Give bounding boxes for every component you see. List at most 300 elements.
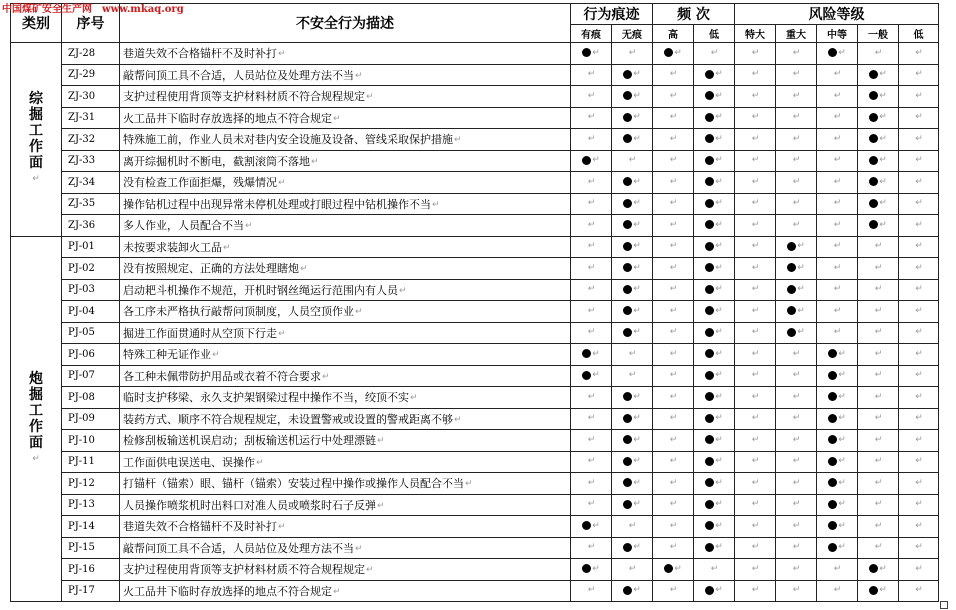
paragraph-mark: ↵ [751, 348, 760, 359]
paragraph-mark: ↵ [792, 413, 801, 424]
mark-cell-3 [694, 344, 735, 366]
row-description-text: 多人作业，人员配合不当 [123, 219, 244, 233]
mark-cell-3 [694, 107, 735, 129]
row-code: PJ-14 [62, 516, 120, 538]
mark-cell-5 [776, 107, 817, 129]
table-row [11, 129, 939, 151]
mark-cell-8 [899, 301, 939, 323]
row-code: PJ-04 [62, 301, 120, 323]
paragraph-mark: ↵ [715, 219, 723, 230]
paragraph-mark: ↵ [669, 284, 678, 295]
category-cell [11, 43, 62, 237]
paragraph-mark: ↵ [669, 176, 678, 187]
row-description [120, 494, 571, 516]
mark-cell-7 [858, 86, 899, 108]
mark-cell-3 [694, 215, 735, 237]
row-description-text: 各工序未严格执行敲帮问顶制度，人员空顶作业 [123, 305, 354, 319]
row-description-text: 特殊工种无证作业 [123, 348, 211, 362]
paragraph-mark: ↵ [669, 499, 678, 510]
paragraph-mark: ↵ [915, 112, 923, 123]
paragraph-mark: ↵ [715, 176, 723, 187]
paragraph-mark: ↵ [915, 413, 923, 424]
paragraph-mark: ↵ [592, 155, 600, 166]
paragraph-mark: ↵ [710, 47, 719, 58]
table-row [11, 258, 939, 280]
paragraph-mark: ↵ [874, 499, 883, 510]
paragraph-mark: ↵ [633, 133, 641, 144]
paragraph-mark: ↵ [915, 219, 923, 230]
paragraph-mark: ↵ [715, 112, 723, 123]
filled-dot-icon [828, 500, 837, 509]
paragraph-mark: ↵ [212, 350, 220, 361]
mark-cell-3 [694, 559, 735, 581]
paragraph-mark: ↵ [715, 585, 723, 596]
mark-cell-6 [817, 580, 858, 602]
paragraph-mark: ↵ [792, 370, 801, 381]
mark-cell-2 [653, 172, 694, 194]
filled-dot-icon [582, 371, 591, 380]
mark-cell-2 [653, 494, 694, 516]
paragraph-mark: ↵ [592, 563, 600, 574]
paragraph-mark: ↵ [715, 198, 723, 209]
paragraph-mark: ↵ [715, 520, 723, 531]
paragraph-mark: ↵ [838, 391, 846, 402]
filled-dot-icon [705, 349, 714, 358]
paragraph-mark: ↵ [633, 305, 641, 316]
filled-dot-icon [705, 220, 714, 229]
mark-cell-5 [776, 580, 817, 602]
filled-dot-icon [828, 435, 837, 444]
paragraph-mark: ↵ [592, 370, 600, 381]
mark-cell-5 [776, 559, 817, 581]
mark-cell-0 [571, 451, 612, 473]
filled-dot-icon [705, 500, 714, 509]
paragraph-mark: ↵ [915, 499, 923, 510]
mark-cell-7 [858, 279, 899, 301]
mark-cell-4 [735, 322, 776, 344]
filled-dot-icon [582, 564, 591, 573]
mark-cell-7 [858, 365, 899, 387]
paragraph-mark: ↵ [669, 542, 678, 553]
paragraph-mark: ↵ [874, 391, 883, 402]
paragraph-mark: ↵ [669, 327, 678, 338]
row-description [120, 215, 571, 237]
row-code: ZJ-33 [62, 150, 120, 172]
table-row [11, 473, 939, 495]
mark-cell-8 [899, 86, 939, 108]
paragraph-mark: ↵ [792, 391, 801, 402]
paragraph-mark: ↵ [833, 585, 842, 596]
paragraph-mark: ↵ [587, 477, 596, 488]
row-description [120, 322, 571, 344]
row-description [120, 408, 571, 430]
mark-cell-5 [776, 215, 817, 237]
paragraph-mark: ↵ [751, 370, 760, 381]
filled-dot-icon [705, 543, 714, 552]
mark-cell-2 [653, 365, 694, 387]
header-frequency: 频 次 [653, 4, 735, 25]
row-description-text: 临时支护移梁、永久支护架钢梁过程中操作不当，绞顶不实 [123, 391, 409, 405]
mark-cell-0 [571, 473, 612, 495]
table-row [11, 150, 939, 172]
row-description [120, 193, 571, 215]
paragraph-mark: ↵ [669, 133, 678, 144]
mark-cell-4 [735, 494, 776, 516]
mark-cell-8 [899, 236, 939, 258]
paragraph-mark: ↵ [223, 242, 231, 253]
mark-cell-7 [858, 215, 899, 237]
paragraph-mark: ↵ [879, 155, 887, 166]
mark-cell-1 [612, 279, 653, 301]
mark-cell-4 [735, 365, 776, 387]
paragraph-mark: ↵ [333, 113, 341, 124]
paragraph-mark: ↵ [751, 413, 760, 424]
mark-cell-2 [653, 215, 694, 237]
row-code: PJ-12 [62, 473, 120, 495]
category-label: 综 掘 工 作 面 [29, 91, 43, 172]
mark-cell-2 [653, 322, 694, 344]
filled-dot-icon [705, 134, 714, 143]
paragraph-mark: ↵ [838, 520, 846, 531]
paragraph-mark: ↵ [245, 221, 253, 232]
filled-dot-icon [787, 285, 796, 294]
paragraph-mark: ↵ [797, 284, 805, 295]
mark-cell-5 [776, 516, 817, 538]
mark-cell-0 [571, 64, 612, 86]
row-description [120, 129, 571, 151]
subheader-7: 一般 [858, 25, 899, 43]
row-code: PJ-11 [62, 451, 120, 473]
row-code: PJ-16 [62, 559, 120, 581]
mark-cell-1 [612, 516, 653, 538]
paragraph-mark: ↵ [669, 585, 678, 596]
paragraph-mark: ↵ [587, 413, 596, 424]
paragraph-mark: ↵ [32, 453, 40, 464]
paragraph-mark: ↵ [669, 434, 678, 445]
filled-dot-icon [828, 478, 837, 487]
mark-cell-7 [858, 473, 899, 495]
resize-handle[interactable] [940, 601, 948, 609]
watermark-url: www.mkaq.org [102, 4, 184, 15]
paragraph-mark: ↵ [874, 477, 883, 488]
watermark-name: 中国煤矿安全生产网 [2, 4, 92, 15]
paragraph-mark: ↵ [587, 176, 596, 187]
paragraph-mark: ↵ [797, 305, 805, 316]
paragraph-mark: ↵ [838, 348, 846, 359]
mark-cell-7 [858, 430, 899, 452]
paragraph-mark: ↵ [874, 542, 883, 553]
mark-cell-8 [899, 322, 939, 344]
mark-cell-1 [612, 258, 653, 280]
filled-dot-icon [705, 199, 714, 208]
paragraph-mark: ↵ [879, 176, 887, 187]
filled-dot-icon [705, 285, 714, 294]
mark-cell-7 [858, 193, 899, 215]
paragraph-mark: ↵ [669, 370, 678, 381]
subheader-6: 中等 [817, 25, 858, 43]
mark-cell-6 [817, 172, 858, 194]
paragraph-mark: ↵ [633, 542, 641, 553]
mark-cell-0 [571, 172, 612, 194]
mark-cell-6 [817, 408, 858, 430]
mark-cell-8 [899, 279, 939, 301]
subheader-2: 高 [653, 25, 694, 43]
mark-cell-3 [694, 172, 735, 194]
paragraph-mark: ↵ [669, 241, 678, 252]
mark-cell-4 [735, 516, 776, 538]
mark-cell-1 [612, 559, 653, 581]
paragraph-mark: ↵ [465, 479, 473, 490]
paragraph-mark: ↵ [587, 112, 596, 123]
filled-dot-icon [705, 306, 714, 315]
paragraph-mark: ↵ [833, 133, 842, 144]
paragraph-mark: ↵ [915, 477, 923, 488]
paragraph-mark: ↵ [587, 542, 596, 553]
paragraph-mark: ↵ [751, 69, 760, 80]
mark-cell-6 [817, 64, 858, 86]
paragraph-mark: ↵ [592, 520, 600, 531]
mark-cell-2 [653, 43, 694, 65]
mark-cell-8 [899, 258, 939, 280]
mark-cell-7 [858, 43, 899, 65]
mark-cell-0 [571, 559, 612, 581]
paragraph-mark: ↵ [633, 456, 641, 467]
paragraph-mark: ↵ [915, 585, 923, 596]
table-row [11, 516, 939, 538]
paragraph-mark: ↵ [751, 284, 760, 295]
paragraph-mark: ↵ [874, 47, 883, 58]
mark-cell-1 [612, 64, 653, 86]
paragraph-mark: ↵ [874, 348, 883, 359]
mark-cell-8 [899, 172, 939, 194]
mark-cell-8 [899, 451, 939, 473]
row-description [120, 516, 571, 538]
paragraph-mark: ↵ [792, 477, 801, 488]
paragraph-mark: ↵ [715, 391, 723, 402]
paragraph-mark: ↵ [669, 348, 678, 359]
filled-dot-icon [623, 435, 632, 444]
table-row [11, 215, 939, 237]
paragraph-mark: ↵ [311, 156, 319, 167]
table-row [11, 236, 939, 258]
paragraph-mark: ↵ [838, 47, 846, 58]
paragraph-mark: ↵ [879, 112, 887, 123]
paragraph-mark: ↵ [838, 477, 846, 488]
row-code: PJ-13 [62, 494, 120, 516]
mark-cell-1 [612, 344, 653, 366]
paragraph-mark: ↵ [715, 262, 723, 273]
row-description-text: 未按要求装卸火工品 [123, 240, 222, 254]
mark-cell-1 [612, 150, 653, 172]
mark-cell-3 [694, 473, 735, 495]
table-row [11, 537, 939, 559]
mark-cell-4 [735, 559, 776, 581]
filled-dot-icon [828, 392, 837, 401]
mark-cell-6 [817, 516, 858, 538]
mark-cell-7 [858, 408, 899, 430]
paragraph-mark: ↵ [355, 70, 363, 81]
table-row [11, 107, 939, 129]
mark-cell-3 [694, 494, 735, 516]
subheader-5: 重大 [776, 25, 817, 43]
mark-cell-0 [571, 344, 612, 366]
mark-cell-7 [858, 580, 899, 602]
filled-dot-icon [705, 113, 714, 122]
mark-cell-7 [858, 494, 899, 516]
paragraph-mark: ↵ [633, 327, 641, 338]
paragraph-mark: ↵ [633, 219, 641, 230]
paragraph-mark: ↵ [715, 284, 723, 295]
filled-dot-icon [582, 48, 591, 57]
mark-cell-3 [694, 322, 735, 344]
mark-cell-3 [694, 516, 735, 538]
mark-cell-0 [571, 387, 612, 409]
paragraph-mark: ↵ [792, 219, 801, 230]
paragraph-mark: ↵ [669, 90, 678, 101]
paragraph-mark: ↵ [833, 176, 842, 187]
mark-cell-2 [653, 236, 694, 258]
filled-dot-icon [623, 242, 632, 251]
paragraph-mark: ↵ [792, 348, 801, 359]
mark-cell-3 [694, 43, 735, 65]
table-row [11, 301, 939, 323]
paragraph-mark: ↵ [915, 47, 923, 58]
paragraph-mark: ↵ [751, 542, 760, 553]
paragraph-mark: ↵ [669, 262, 678, 273]
row-description [120, 365, 571, 387]
row-description-text: 特殊施工前，作业人员未对巷内安全设施及设备、管线采取保护措施 [123, 133, 453, 147]
paragraph-mark: ↵ [377, 500, 385, 511]
paragraph-mark: ↵ [792, 90, 801, 101]
row-code: ZJ-32 [62, 129, 120, 151]
paragraph-mark: ↵ [792, 542, 801, 553]
paragraph-mark: ↵ [838, 456, 846, 467]
paragraph-mark: ↵ [915, 176, 923, 187]
mark-cell-6 [817, 473, 858, 495]
row-description [120, 580, 571, 602]
row-description [120, 258, 571, 280]
paragraph-mark: ↵ [751, 477, 760, 488]
mark-cell-7 [858, 301, 899, 323]
mark-cell-0 [571, 86, 612, 108]
paragraph-mark: ↵ [587, 69, 596, 80]
filled-dot-icon [623, 543, 632, 552]
mark-cell-3 [694, 150, 735, 172]
row-description-text: 火工品井下临时存放选择的地点不符合规定 [123, 111, 332, 125]
filled-dot-icon [869, 199, 878, 208]
table-row [11, 193, 939, 215]
mark-cell-3 [694, 279, 735, 301]
filled-dot-icon [869, 177, 878, 186]
paragraph-mark: ↵ [669, 112, 678, 123]
paragraph-mark: ↵ [628, 155, 637, 166]
mark-cell-4 [735, 473, 776, 495]
paragraph-mark: ↵ [833, 69, 842, 80]
mark-cell-2 [653, 279, 694, 301]
row-description-text: 支护过程使用背顶等支护材料材质不符合规程规定 [123, 563, 365, 577]
mark-cell-6 [817, 559, 858, 581]
paragraph-mark: ↵ [432, 199, 440, 210]
paragraph-mark: ↵ [355, 543, 363, 554]
row-code: ZJ-31 [62, 107, 120, 129]
mark-cell-2 [653, 301, 694, 323]
paragraph-mark: ↵ [915, 90, 923, 101]
paragraph-mark: ↵ [715, 305, 723, 316]
mark-cell-0 [571, 430, 612, 452]
mark-cell-0 [571, 516, 612, 538]
paragraph-mark: ↵ [355, 307, 363, 318]
paragraph-mark: ↵ [587, 198, 596, 209]
mark-cell-0 [571, 193, 612, 215]
paragraph-mark: ↵ [256, 457, 264, 468]
mark-cell-3 [694, 365, 735, 387]
row-description [120, 279, 571, 301]
header-trace: 行为痕迹 [571, 4, 653, 25]
mark-cell-3 [694, 408, 735, 430]
filled-dot-icon [582, 349, 591, 358]
filled-dot-icon [869, 586, 878, 595]
row-description [120, 64, 571, 86]
paragraph-mark: ↵ [669, 69, 678, 80]
mark-cell-6 [817, 494, 858, 516]
mark-cell-5 [776, 365, 817, 387]
paragraph-mark: ↵ [333, 586, 341, 597]
row-description-text: 打锚杆（锚索）眼、锚杆（锚索）安装过程中操作或操作人员配合不当 [123, 477, 464, 491]
filled-dot-icon [828, 48, 837, 57]
filled-dot-icon [705, 177, 714, 186]
mark-cell-5 [776, 129, 817, 151]
filled-dot-icon [623, 199, 632, 208]
table-row [11, 559, 939, 581]
mark-cell-4 [735, 279, 776, 301]
filled-dot-icon [869, 113, 878, 122]
row-description-text: 启动耙斗机操作不规范，开机时钢丝绳运行范围内有人员 [123, 283, 398, 297]
mark-cell-5 [776, 64, 817, 86]
paragraph-mark: ↵ [874, 370, 883, 381]
row-code: PJ-15 [62, 537, 120, 559]
mark-cell-4 [735, 236, 776, 258]
paragraph-mark: ↵ [628, 348, 637, 359]
mark-cell-7 [858, 451, 899, 473]
paragraph-mark: ↵ [669, 477, 678, 488]
filled-dot-icon [787, 306, 796, 315]
row-description-text: 火工品井下临时存放选择的地点不符合规定 [123, 584, 332, 598]
filled-dot-icon [623, 457, 632, 466]
paragraph-mark: ↵ [587, 262, 596, 273]
paragraph-mark: ↵ [833, 219, 842, 230]
mark-cell-7 [858, 64, 899, 86]
paragraph-mark: ↵ [587, 327, 596, 338]
paragraph-mark: ↵ [915, 520, 923, 531]
paragraph-mark: ↵ [669, 198, 678, 209]
filled-dot-icon [705, 521, 714, 530]
mark-cell-0 [571, 129, 612, 151]
mark-cell-1 [612, 537, 653, 559]
paragraph-mark: ↵ [278, 178, 286, 189]
mark-cell-5 [776, 43, 817, 65]
paragraph-mark: ↵ [879, 198, 887, 209]
paragraph-mark: ↵ [669, 413, 678, 424]
paragraph-mark: ↵ [874, 284, 883, 295]
mark-cell-1 [612, 86, 653, 108]
category-cell [11, 236, 62, 602]
paragraph-mark: ↵ [715, 499, 723, 510]
filled-dot-icon [623, 478, 632, 487]
paragraph-mark: ↵ [633, 262, 641, 273]
mark-cell-0 [571, 236, 612, 258]
row-code: PJ-10 [62, 430, 120, 452]
paragraph-mark: ↵ [278, 328, 286, 339]
